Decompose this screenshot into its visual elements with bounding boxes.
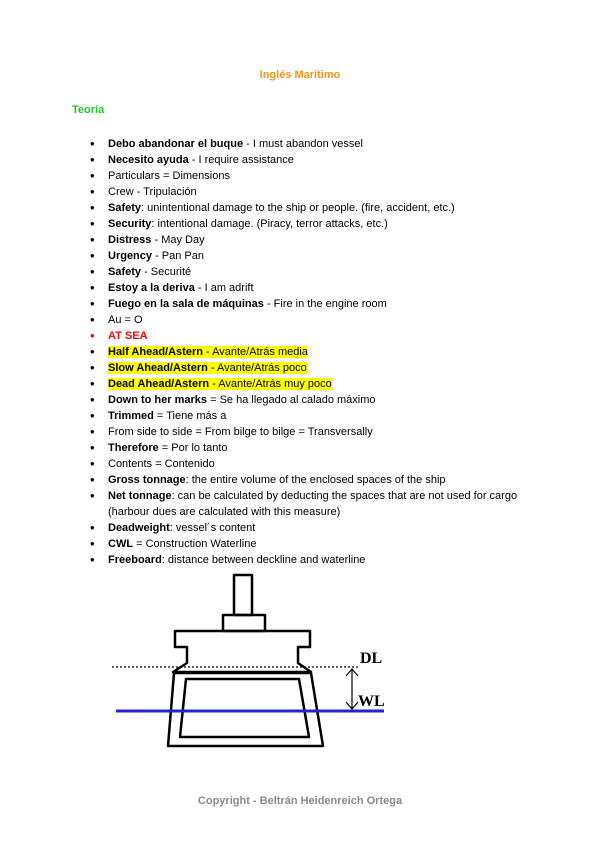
list-item xyxy=(82,344,542,360)
item-text: - I must abandon vessel xyxy=(243,138,363,150)
section-title: Teoría xyxy=(72,104,105,116)
list-item xyxy=(82,184,542,200)
list-item xyxy=(82,440,542,456)
list-item xyxy=(82,552,542,568)
item-text: : can be calculated by deducting the spaces that are not used for cargo (harbour dues are calculated with this measure) xyxy=(108,490,518,518)
list-item xyxy=(82,472,542,488)
item-text: From side to side = From bilge to bilge = Transversally xyxy=(108,426,373,438)
list-item xyxy=(82,216,542,232)
item-text: - Fire in the engine room xyxy=(263,298,387,310)
ship-mast xyxy=(234,575,252,615)
dl-label: DL xyxy=(360,650,383,667)
item-text: - I am adrift xyxy=(194,282,254,294)
ship-waterline-diagram xyxy=(110,572,410,757)
item-term: Trimmed xyxy=(108,410,154,422)
ship-chimney xyxy=(223,615,265,631)
copyright-footer: Copyright - Beltrán Heidenreich Ortega xyxy=(197,795,403,807)
page-title: Inglés Marítimo xyxy=(259,69,341,81)
item-term: Security xyxy=(108,218,152,230)
item-text: : vessel´s content xyxy=(169,522,256,534)
item-term: Safety xyxy=(108,202,142,214)
item-term: AT SEA xyxy=(108,330,148,342)
item-text: - Avante/Atrás poco xyxy=(207,362,307,374)
wl-label: WL xyxy=(358,693,385,710)
list-item xyxy=(82,312,542,328)
item-term: Gross tonnage xyxy=(108,474,186,486)
item-text: Particulars = Dimensions xyxy=(108,170,230,182)
list-item xyxy=(82,424,542,440)
item-term: Estoy a la deriva xyxy=(108,282,195,294)
list-item xyxy=(82,264,542,280)
ship-hull-inner xyxy=(180,679,309,737)
list-item xyxy=(82,488,542,520)
list-item xyxy=(82,168,542,184)
list-item xyxy=(82,296,542,312)
item-term: Slow Ahead/Astern xyxy=(108,362,208,374)
item-text: : unintentional damage to the ship or people. (fire, accident, etc.) xyxy=(141,202,455,214)
list-item xyxy=(82,248,542,264)
list-item xyxy=(82,152,542,168)
item-text: = Se ha llegado al calado máximo xyxy=(207,394,376,406)
list-item xyxy=(82,456,542,472)
ship-superstructure xyxy=(173,631,311,672)
item-text: = Tiene más a xyxy=(153,410,227,422)
item-term: Therefore xyxy=(108,442,159,454)
list-item xyxy=(82,520,542,536)
item-text: - Avante/Atrás muy poco xyxy=(209,378,332,390)
item-text: : the entire volume of the enclosed spaces of the ship xyxy=(185,474,446,486)
item-text: : distance between deckline and waterline xyxy=(161,554,366,566)
item-term: Debo abandonar el buque xyxy=(108,138,244,150)
item-text: Contents = Contenido xyxy=(108,458,215,470)
list-item xyxy=(82,200,542,216)
list-item xyxy=(82,376,542,392)
list-item xyxy=(82,392,542,408)
item-term: Half Ahead/Astern xyxy=(108,346,203,358)
item-term: Down to her marks xyxy=(108,394,208,406)
list-item xyxy=(82,136,542,152)
vocabulary-list xyxy=(82,136,542,568)
item-term: Distress xyxy=(108,234,152,246)
item-text: - Pan Pan xyxy=(152,250,205,262)
list-item xyxy=(82,280,542,296)
item-term: Urgency xyxy=(108,250,153,262)
item-term: Fuego en la sala de máquinas xyxy=(108,298,264,310)
freeboard-arrow xyxy=(346,669,358,709)
item-text: - Avante/Atrás media xyxy=(202,346,308,358)
item-term: CWL xyxy=(108,538,134,550)
item-text: - Securité xyxy=(141,266,192,278)
item-term: Deadweight xyxy=(108,522,170,534)
item-text: Crew - Tripulación xyxy=(108,186,197,198)
list-item xyxy=(82,232,542,248)
item-term: Net tonnage xyxy=(108,490,172,502)
highlighted-text xyxy=(108,346,308,358)
list-item xyxy=(82,360,542,376)
highlighted-text xyxy=(108,378,332,390)
item-text: = Construction Waterline xyxy=(133,538,257,550)
list-item xyxy=(82,328,542,344)
item-term: Dead Ahead/Astern xyxy=(108,378,210,390)
item-text: - I require assistance xyxy=(188,154,294,166)
item-term: Freeboard xyxy=(108,554,162,566)
item-text: = Por lo tanto xyxy=(158,442,228,454)
item-term: Necesito ayuda xyxy=(108,154,189,166)
highlighted-text xyxy=(108,362,307,374)
item-text: : intentional damage. (Piracy, terror attacks, etc.) xyxy=(151,218,388,230)
item-text: - May Day xyxy=(151,234,205,246)
list-item xyxy=(82,408,542,424)
list-item xyxy=(82,536,542,552)
item-text: Au = O xyxy=(108,314,143,326)
item-term: Safety xyxy=(108,266,142,278)
